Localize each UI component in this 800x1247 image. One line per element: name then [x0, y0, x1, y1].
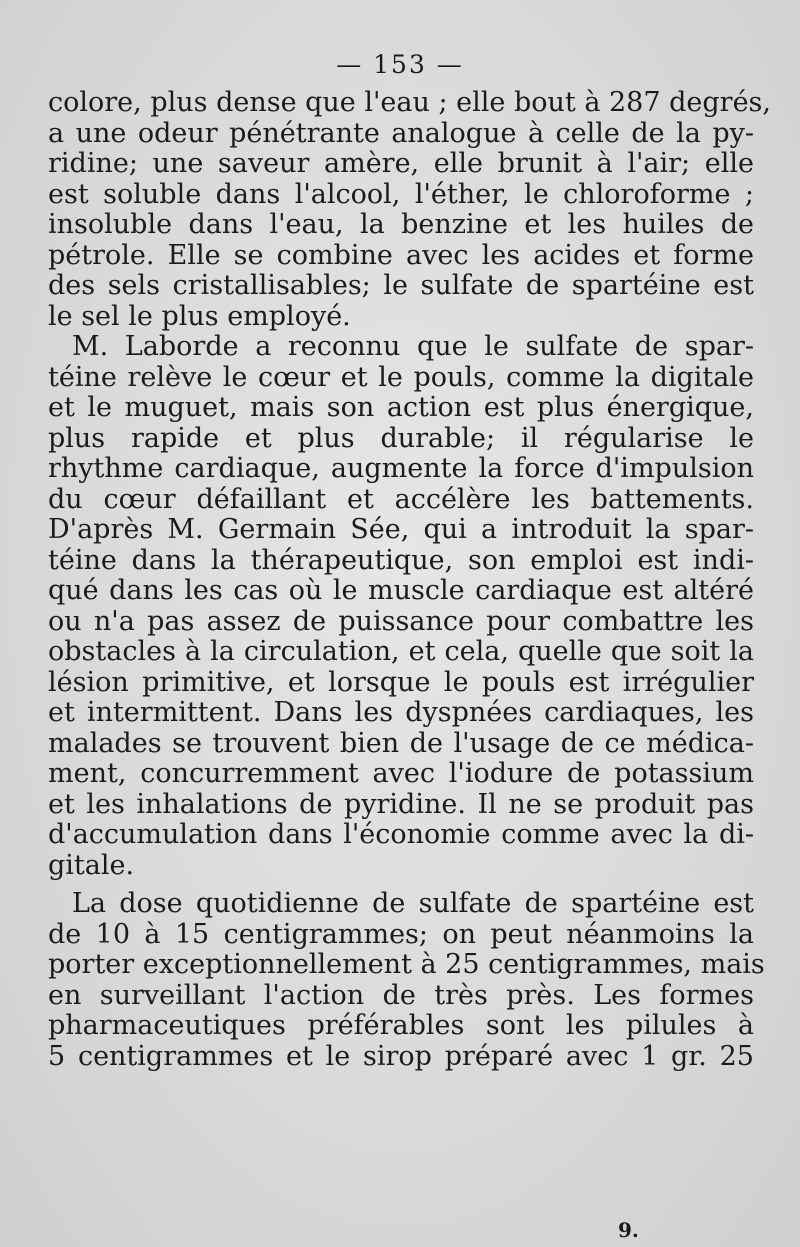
text-line: de 10 à 15 centigrammes; on peut néanmoins la	[48, 918, 754, 950]
text-line: 5 centigrammes et le sirop préparé avec 1 gr. 25	[48, 1040, 754, 1072]
text-line: pharmaceutiques préférables sont les pilules à	[48, 1010, 754, 1041]
text-line: ridine; une saveur amère, elle brunit à l'air; elle	[48, 148, 754, 179]
text-line: des sels cristallisables; le sulfate de spartéine est	[48, 270, 754, 301]
text-line: et intermittent. Dans les dyspnées cardiaques, les	[48, 697, 754, 728]
text-line: ou n'a pas assez de puissance pour combattre les	[48, 605, 754, 637]
text-line: qué dans les cas où le muscle cardiaque est altéré	[48, 575, 754, 606]
text-line: téine dans la thérapeutique, son emploi est indi-	[48, 544, 754, 576]
text-line: en surveillant l'action de très près. Les formes	[48, 979, 754, 1011]
page-number: — 153 —	[336, 50, 464, 79]
text-line: ment, concurremment avec l'iodure de potassium	[48, 758, 754, 789]
text-line: rhythme cardiaque, augmente la force d'impulsion	[48, 453, 754, 484]
text-line: insoluble dans l'eau, la benzine et les huiles de	[48, 209, 754, 240]
text-line: colore, plus dense que l'eau ; elle bout à 287 degrés,	[48, 87, 771, 118]
text-line: plus rapide et plus durable; il régularise le	[48, 422, 754, 454]
text-line: a une odeur pénétrante analogue à celle de la py-	[48, 117, 754, 149]
text-line: du cœur défaillant et accélère les battements.	[48, 483, 754, 515]
text-line: M. Laborde a reconnu que le sulfate de spar-	[72, 331, 754, 362]
text-line: et le muguet, mais son action est plus énergique,	[48, 392, 754, 423]
text-line: le sel le plus employé.	[48, 300, 351, 332]
text-line: D'après M. Germain Sée, qui a introduit la spar-	[48, 514, 754, 545]
text-line: est soluble dans l'alcool, l'éther, le chloroforme ;	[48, 178, 754, 210]
body-text	[48, 87, 771, 1072]
text-line: lésion primitive, et lorsque le pouls est irrégulier	[48, 666, 754, 698]
signature-mark: 9.	[618, 1218, 639, 1242]
text-line: et les inhalations de pyridine. Il ne se produit pas	[48, 788, 754, 820]
text-line: téine relève le cœur et le pouls, comme la digitale	[48, 361, 754, 393]
text-line: porter exceptionnellement à 25 centigrammes, mais	[48, 949, 765, 980]
text-line: d'accumulation dans l'économie comme avec la di-	[48, 819, 754, 850]
text-line: obstacles à la circulation, et cela, quelle que soit la	[48, 636, 754, 667]
text-line: gitale.	[48, 849, 135, 881]
text-line: pétrole. Elle se combine avec les acides et forme	[48, 239, 754, 271]
text-line: La dose quotidienne de sulfate de spartéine est	[72, 888, 754, 919]
text-line: malades se trouvent bien de l'usage de ce médica-	[48, 727, 754, 759]
